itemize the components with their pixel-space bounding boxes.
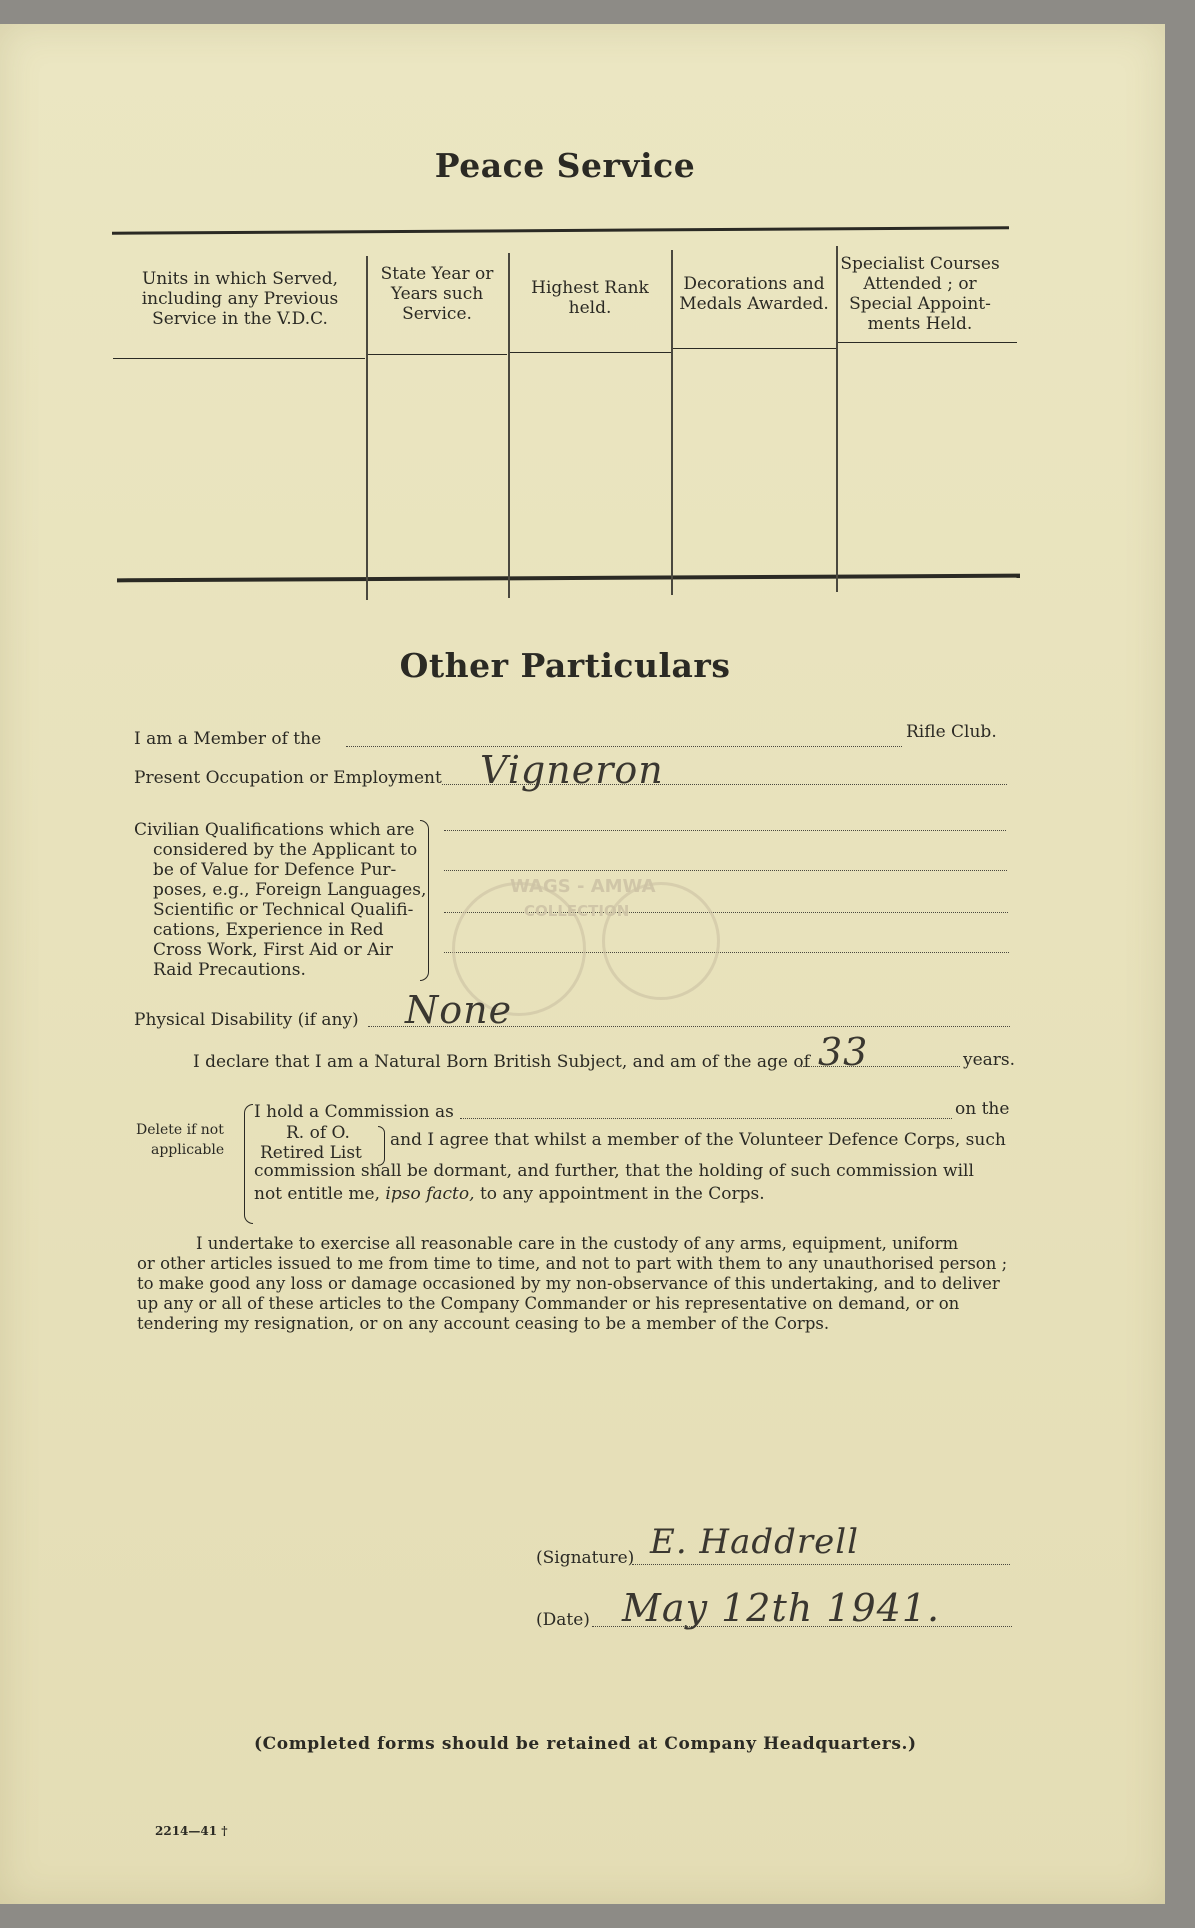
col-header-decorations: Decorations and Medals Awarded.: [679, 274, 829, 314]
col-divider-2: [508, 253, 510, 598]
other-particulars-title: Other Particulars: [399, 646, 731, 685]
age-handwritten: 33: [818, 1030, 869, 1074]
retired-list-label: Retired List: [260, 1143, 362, 1163]
table-top-rule: [112, 226, 1009, 234]
civilian-brace-bottom: [420, 898, 429, 981]
col-divider-3: [671, 250, 673, 595]
col-header-units: Units in which Served, including any Previous Service in the V.D.C.: [141, 269, 339, 329]
header-underline-4: [672, 348, 836, 349]
header-underline-2: [367, 354, 507, 355]
signature-handwritten: E. Haddrell: [650, 1522, 860, 1562]
footer-note: (Completed forms should be retained at Company Headquarters.): [254, 1734, 917, 1754]
undertake-line-3: to make good any loss or damage occasioned by my non-observance of this undertaking, and to deliver: [137, 1274, 1000, 1293]
header-underline-5: [837, 342, 1017, 343]
signature-label: (Signature): [536, 1548, 635, 1568]
undertake-line-1: I undertake to exercise all reasonable care in the custody of any arms, equipment, uniform: [196, 1234, 959, 1253]
commission-line-4-c: to any appointment in the Corps.: [479, 1184, 765, 1204]
disability-label: Physical Disability (if any): [134, 1010, 359, 1030]
civilian-brace-top: [420, 820, 429, 899]
ipso-facto: ipso facto,: [385, 1184, 475, 1204]
r-of-o-label: R. of O.: [286, 1123, 350, 1143]
civilian-line-4: poses, e.g., Foreign Languages,: [153, 880, 427, 900]
occupation-label: Present Occupation or Employment: [134, 768, 442, 788]
commission-line-3: commission shall be dormant, and further, that the holding of such commission will: [254, 1161, 974, 1181]
undertake-line-2: or other articles issued to me from time to time, and not to part with them to any unauthorised person ;: [137, 1254, 1008, 1273]
signature-field-line: [632, 1564, 1010, 1565]
collection-stamp-right: [602, 882, 720, 1000]
disability-handwritten: None: [405, 988, 513, 1032]
undertake-line-4: up any or all of these articles to the Company Commander or his representative on demand, or on: [137, 1294, 960, 1313]
col-header-specialist: Specialist Courses Attended ; or Special Appoint-ments Held.: [840, 254, 1000, 334]
member-label: I am a Member of the: [134, 729, 322, 749]
date-label: (Date): [536, 1610, 590, 1630]
commission-line-4-a: not entitle me,: [254, 1184, 381, 1204]
table-bottom-rule: [117, 574, 1020, 582]
stamp-text-1: WAGS - AMWA: [510, 876, 656, 897]
delete-label-1: Delete if not: [136, 1122, 224, 1138]
col-divider-4: [836, 246, 838, 592]
col-divider-1: [366, 256, 368, 600]
occupation-handwritten: Vigneron: [480, 748, 664, 792]
delete-brace: [244, 1104, 253, 1224]
commission-field-line: [460, 1118, 952, 1119]
header-underline-3: [509, 352, 671, 353]
undertake-line-5: tendering my resignation, or on any account ceasing to be a member of the Corps.: [137, 1314, 830, 1333]
commission-label: I hold a Commission as: [254, 1102, 454, 1122]
civilian-line-3: be of Value for Defence Pur-: [153, 860, 397, 880]
civilian-line-6: cations, Experience in Red: [153, 920, 384, 940]
civilian-line-5: Scientific or Technical Qualifi-: [153, 900, 414, 920]
civilian-field-line-1: [444, 830, 1006, 831]
civilian-line-8: Raid Precautions.: [153, 960, 306, 980]
col-header-years: State Year or Years such Service.: [380, 264, 494, 324]
civilian-line-1: Civilian Qualifications which are: [134, 820, 415, 840]
member-field-line: [346, 746, 902, 747]
delete-label-2: applicable: [151, 1142, 225, 1158]
declare-label: I declare that I am a Natural Born British Subject, and am of the age of: [193, 1052, 810, 1072]
rifle-club-label: Rifle Club.: [906, 722, 997, 742]
peace-service-title: Peace Service: [434, 146, 696, 185]
agree-text: and I agree that whilst a member of the Volunteer Defence Corps, such: [390, 1130, 1006, 1150]
form-number: 2214—41 †: [155, 1824, 228, 1838]
on-the-label: on the: [955, 1099, 1010, 1119]
stamp-text-2: COLLECTION: [524, 902, 630, 920]
commission-line-4: [254, 1184, 765, 1204]
civilian-line-2: considered by the Applicant to: [153, 840, 418, 860]
date-handwritten: May 12th 1941.: [622, 1586, 941, 1630]
civilian-line-7: Cross Work, First Aid or Air: [153, 940, 393, 960]
col-header-rank: Highest Rank held.: [531, 278, 649, 318]
years-label: years.: [963, 1050, 1016, 1070]
rank-brace: [378, 1126, 385, 1166]
header-underline-1: [113, 358, 365, 359]
form-page: [0, 24, 1165, 1904]
civilian-field-line-2: [444, 870, 1007, 871]
